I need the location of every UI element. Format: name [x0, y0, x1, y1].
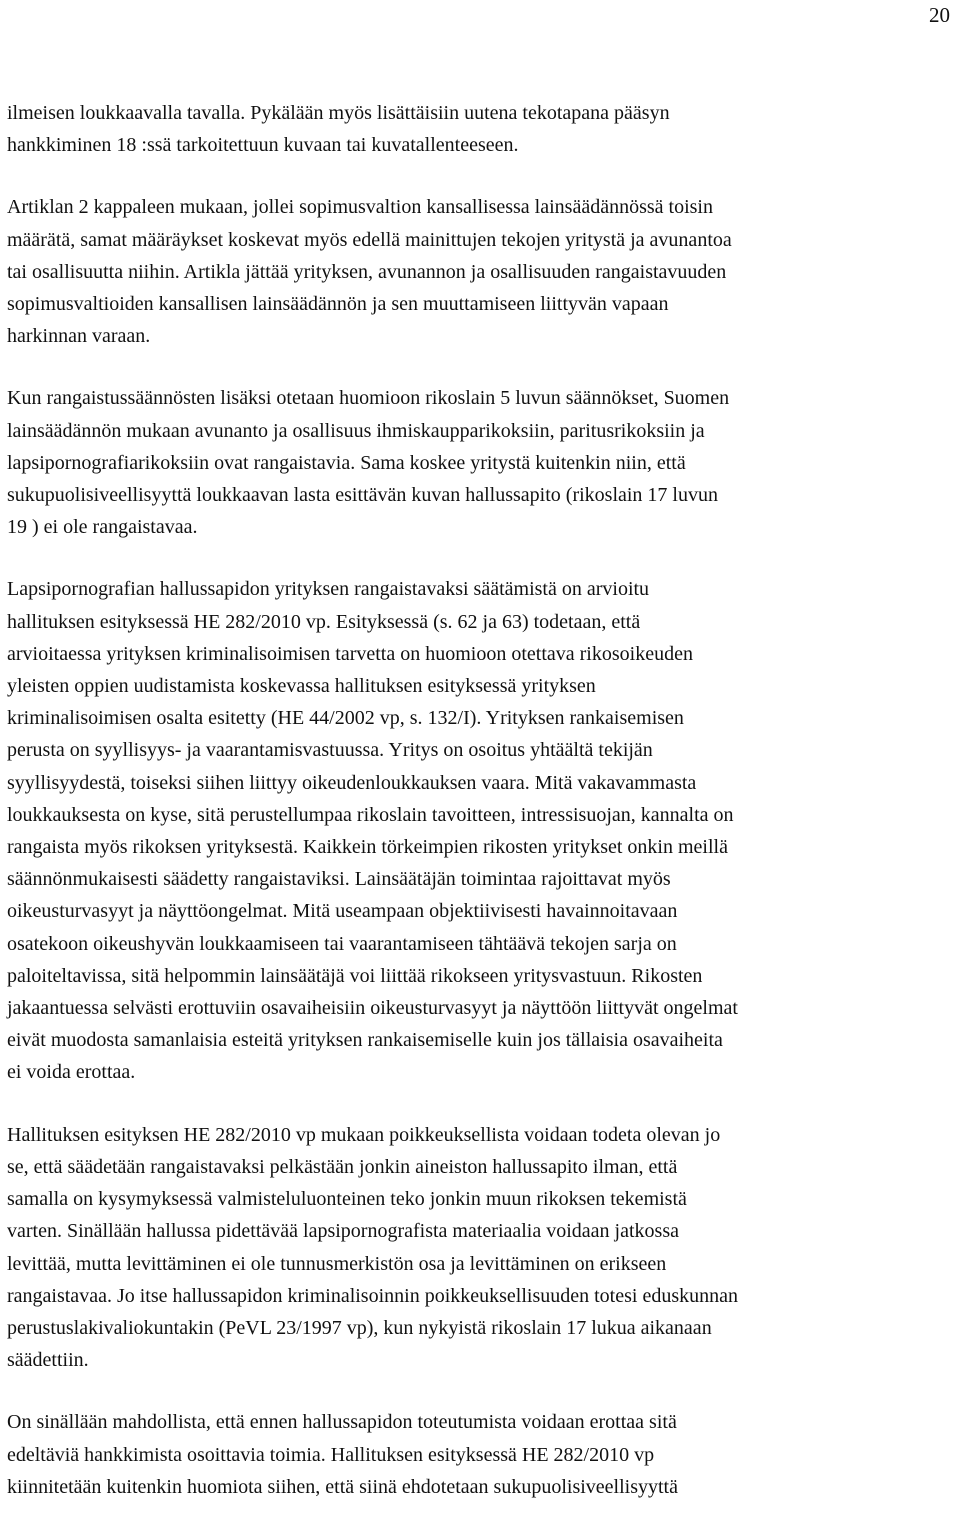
text-line: sukupuolisiveellisyyttä loukkaavan lasta esittävän kuvan hallussapito (rikoslain 17 luvun [7, 484, 718, 507]
text-line: kriminalisoimisen osalta esitetty (HE 44/2002 vp, s. 132/I). Yrityksen rankaisemisen [7, 707, 684, 730]
text-line: arvioitaessa yrityksen kriminalisoimisen tarvetta on huomioon otettava rikosoikeuden [7, 642, 693, 665]
text-line: harkinnan varaan. [7, 325, 151, 348]
paragraph [7, 1406, 952, 1503]
text-line: oikeusturvasyyt ja näyttöongelmat. Mitä useampaan objektiivisesti havainnoitavaan [7, 900, 678, 923]
document-body [7, 97, 952, 1533]
text-line: paloiteltavissa, sitä helpommin lainsäätäjä voi liittää rikokseen yritysvastuun. Rikosten [7, 964, 703, 987]
paragraph [7, 573, 952, 1088]
text-line: tai osallisuutta niihin. Artikla jättää yrityksen, avunannon ja osallisuuden rangaistavuuden [7, 260, 727, 283]
text-line: perusta on syyllisyys- ja vaarantamisvastuussa. Yritys on osoitus yhtäältä tekijän [7, 739, 653, 762]
text-line: lapsipornografiarikoksiin ovat rangaistavia. Sama koskee yritystä kuitenkin niin, että [7, 451, 686, 474]
text-line: yleisten oppien uudistamista koskevassa hallituksen esityksessä yrityksen [7, 675, 596, 698]
page-number: 20 [929, 3, 950, 27]
text-line: sopimusvaltioiden kansallisen lainsäädännön ja sen muuttamiseen liittyvän vapaan [7, 293, 669, 316]
text-line: rangaistavaa. Jo itse hallussapidon kriminalisoinnin poikkeuksellisuuden totesi eduskunnan [7, 1284, 738, 1307]
text-line: levittää, mutta levittäminen ei ole tunnusmerkistön osa ja levittäminen on erikseen [7, 1252, 667, 1275]
text-line: ilmeisen loukkaavalla tavalla. Pykälään myös lisättäisiin uutena tekotapana pääsyn [7, 102, 670, 124]
text-line: se, että säädetään rangaistavaksi pelkästään jonkin aineiston hallussapito ilman, että [7, 1155, 678, 1178]
text-line: Kun rangaistussäännösten lisäksi otetaan huomioon rikoslain 5 luvun säännökset, Suomen [7, 387, 730, 410]
text-line: edeltäviä hankkimista osoittavia toimia. Hallituksen esityksessä HE 282/2010 vp [7, 1443, 655, 1466]
text-line: samalla on kysymyksessä valmisteluluonteinen teko jonkin muun rikoksen tekemistä [7, 1188, 687, 1211]
text-line: Artiklan 2 kappaleen mukaan, jollei sopimusvaltion kansallisessa lainsäädännössä toisin [7, 196, 713, 219]
text-line: perustuslakivaliokuntakin (PeVL 23/1997 vp), kun nykyistä rikoslain 17 lukua aikanaan [7, 1316, 712, 1339]
paragraph [7, 191, 952, 352]
text-line: kiinnitetään kuitenkin huomiota siihen, että siinä ehdotetaan sukupuolisiveellisyyttä [7, 1475, 678, 1498]
paragraph [7, 1119, 952, 1377]
paragraph [7, 97, 952, 161]
text-line: syyllisyydestä, toiseksi siihen liittyy oikeudenloukkauksen vaara. Mitä vakavammasta [7, 771, 697, 794]
text-line: eivät muodosta samanlaisia esteitä yrityksen rankaisemiselle kuin jos tällaisia osavaiheita [7, 1029, 723, 1052]
paragraph [7, 382, 952, 543]
text-line: osatekoon oikeushyvän loukkaamiseen tai vaarantamiseen tähtäävä tekojen sarja on [7, 932, 677, 955]
text-line: jakaantuessa selvästi erottuviin osavaiheisiin oikeusturvasyyt ja näyttöön liittyvät ongelmat [7, 997, 738, 1020]
text-line: lainsäädännön mukaan avunanto ja osallisuus ihmiskaupparikoksiin, paritusrikoksiin ja [7, 419, 705, 442]
text-line: varten. Sinällään hallussa pidettävää lapsipornografista materiaalia voidaan jatkossa [7, 1220, 679, 1243]
text-line: Hallituksen esityksen HE 282/2010 vp mukaan poikkeuksellista voidaan todeta olevan jo [7, 1123, 721, 1146]
text-line: Lapsipornografian hallussapidon yrityksen rangaistavaksi säätämistä on arvioitu [7, 578, 650, 601]
text-line: määrätä, samat määräykset koskevat myös edellä mainittujen tekojen yritystä ja avunantoa [7, 228, 732, 251]
text-line: säännönmukaisesti säädetty rangaistaviksi. Lainsäätäjän toimintaa rajoittavat myös [7, 868, 671, 891]
text-line: loukkauksesta on kyse, sitä perustellumpaa rikoslain tavoitteen, intressisuojan, kannalta on [7, 803, 734, 826]
text-line: hallituksen esityksessä HE 282/2010 vp. Esityksessä (s. 62 ja 63) todetaan, että [7, 610, 641, 633]
text-line: 19 ) ei ole rangaistavaa. [7, 516, 198, 539]
text-line: On sinällään mahdollista, että ennen hallussapidon toteutumista voidaan erottaa sitä [7, 1411, 677, 1434]
text-line: rangaista myös rikoksen yrityksestä. Kaikkein törkeimpien rikosten yritykset onkin meillä [7, 836, 728, 859]
text-line: säädettiin. [7, 1349, 89, 1372]
text-line: hankkiminen 18 :ssä tarkoitettuun kuvaan tai kuvatallenteeseen. [7, 134, 519, 157]
text-line: ei voida erottaa. [7, 1061, 136, 1084]
